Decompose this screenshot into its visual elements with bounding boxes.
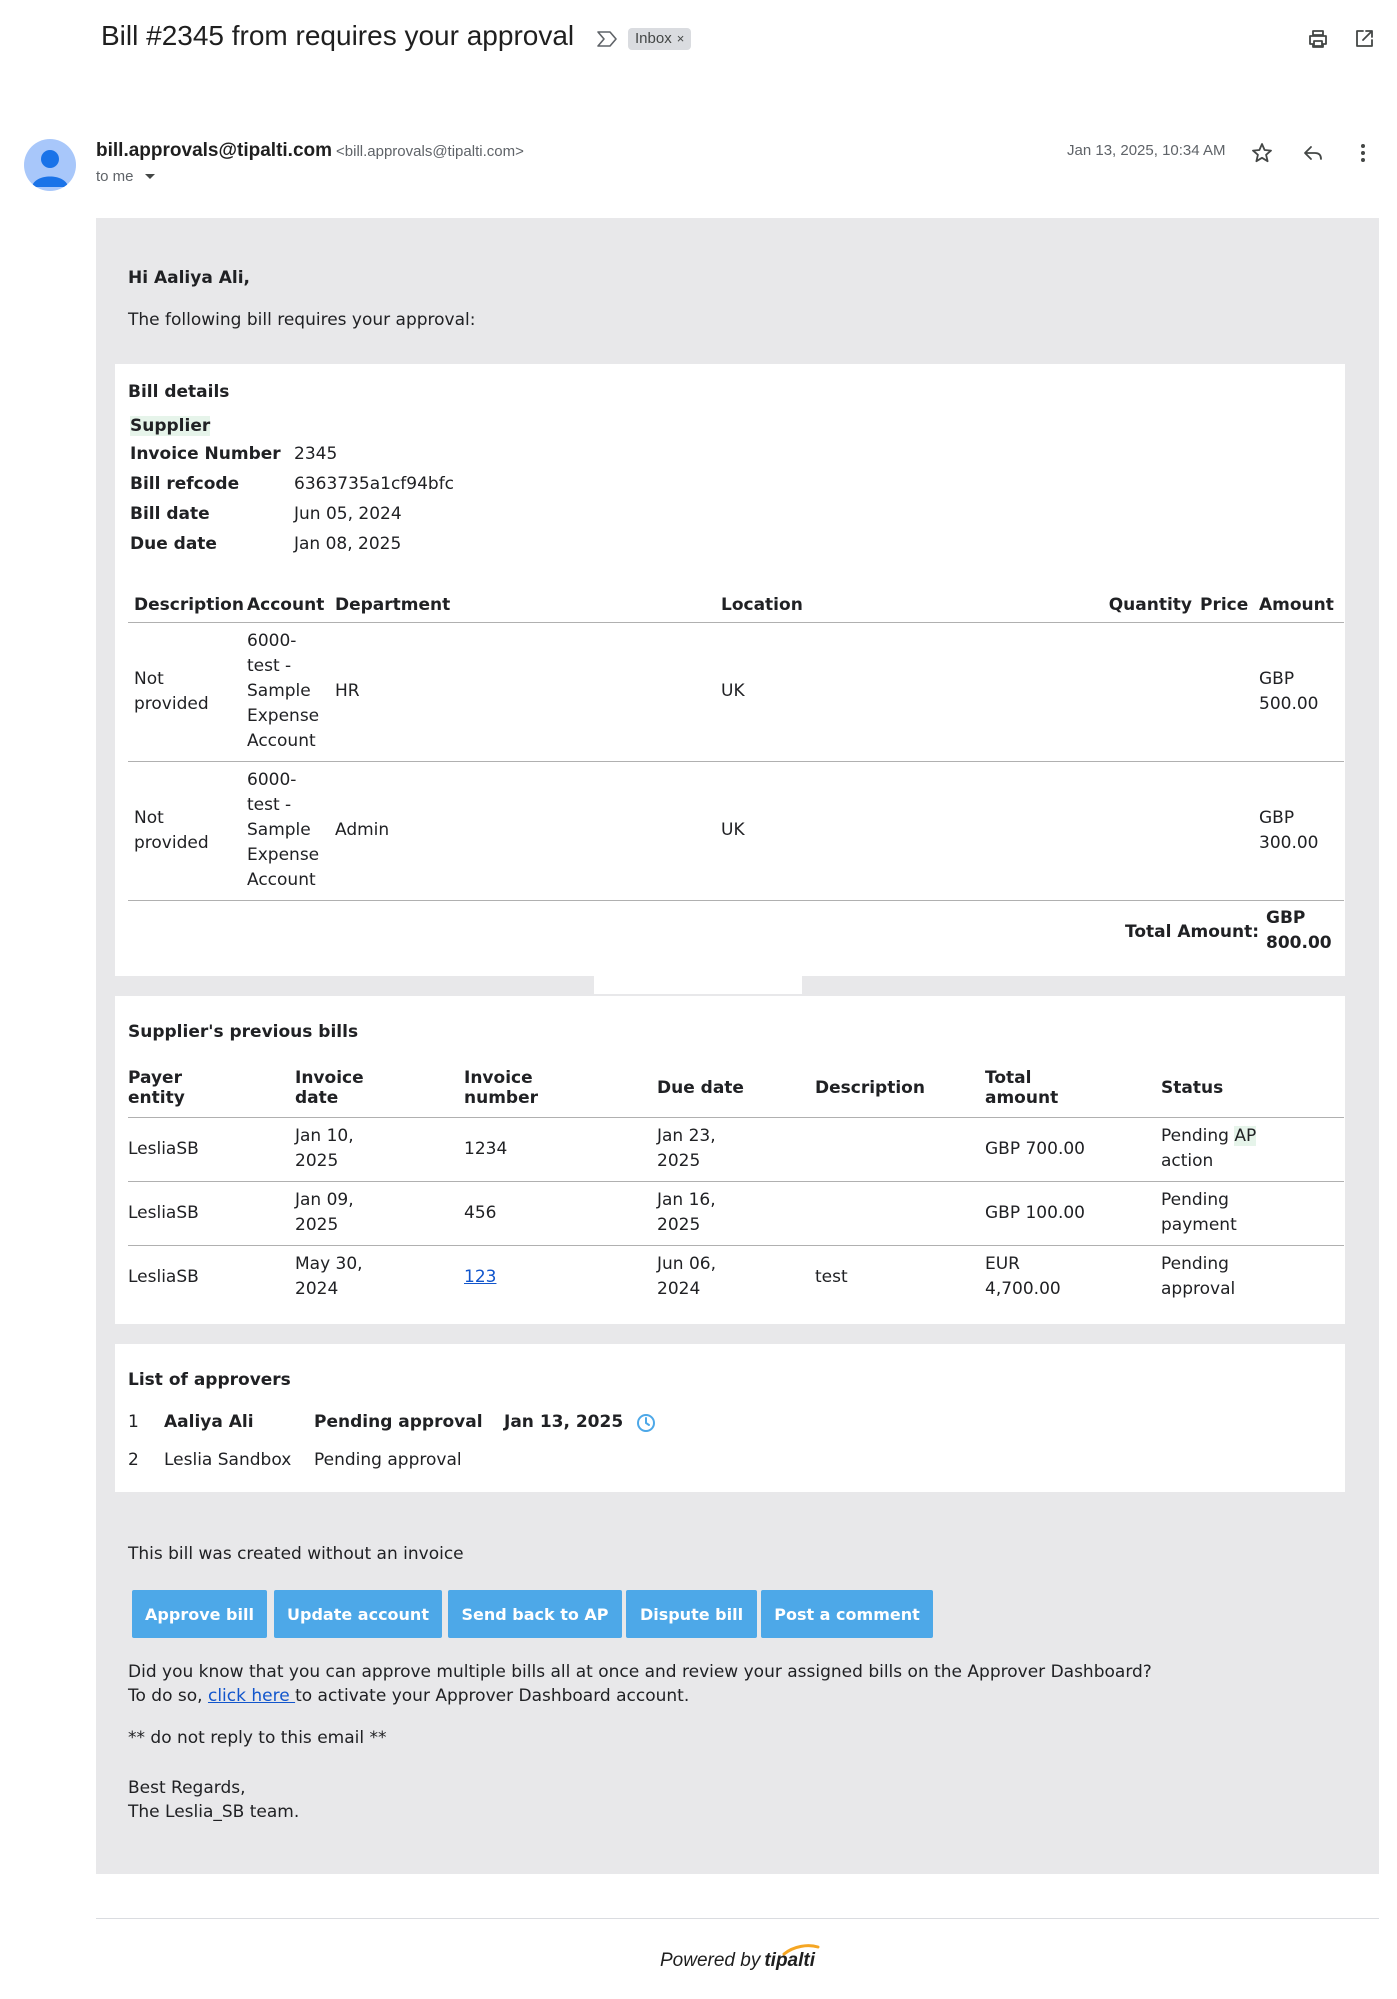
print-icon[interactable]: [1305, 26, 1331, 52]
caret-down-icon[interactable]: [144, 173, 156, 181]
table-row: [128, 1245, 1344, 1309]
star-icon[interactable]: [1249, 140, 1275, 166]
invoice-number-link[interactable]: 123: [464, 1266, 497, 1287]
total-cell: EUR 4,700.00: [985, 1254, 1061, 1300]
status-cell: Pending approval: [1161, 1254, 1236, 1300]
dashboard-note: Did you know that you can approve multiple bills all at once and review your assigned bills on the Approver Dashboard?: [128, 1662, 1152, 1682]
update-account-button[interactable]: Update account: [274, 1590, 442, 1638]
col-price: Price: [1200, 594, 1249, 615]
status-cell: Pending AP action: [1161, 1126, 1257, 1171]
due-date-cell: Jan 23, 2025: [657, 1126, 716, 1171]
tipalti-swoosh-icon: [782, 1944, 820, 1956]
col-due-date: Due date: [657, 1078, 744, 1099]
person-icon: [24, 139, 76, 191]
approver-date: Jan 13, 2025: [504, 1412, 624, 1432]
invoice-number-label: Invoice Number: [130, 444, 281, 464]
location-cell: UK: [721, 681, 745, 701]
bill-details-heading: Bill details: [128, 382, 230, 402]
table-row: [128, 1181, 1344, 1245]
dashboard-activate-line: To do so, click here to activate your Approver Dashboard account.: [128, 1686, 690, 1706]
open-in-new-icon[interactable]: [1351, 26, 1377, 52]
approver-status: Pending approval: [314, 1450, 462, 1470]
approver-name: Aaliya Ali: [164, 1412, 254, 1432]
approver-name: Leslia Sandbox: [164, 1450, 292, 1470]
col-total-amount: Total amount: [985, 1068, 1059, 1109]
clock-icon: [636, 1413, 656, 1433]
approver-index: 1: [128, 1412, 139, 1432]
quantity-cell: [1107, 622, 1200, 761]
inbox-chip-label: Inbox: [635, 30, 672, 47]
table-row: Not provided 6000- test - Sample Expense Account Admin UK GBP 300.00: [128, 761, 1344, 900]
price-cell: [1200, 622, 1259, 761]
line-items-header-row: [128, 588, 1344, 622]
previous-bills-heading: Supplier's previous bills: [128, 1022, 359, 1042]
recipient-details[interactable]: [96, 168, 156, 185]
powered-by-text: Powered by: [660, 1950, 761, 1971]
quantity-cell: [1107, 761, 1200, 900]
intro-text: The following bill requires your approval:: [128, 310, 476, 330]
powered-by: [660, 1950, 815, 1972]
click-here-link[interactable]: click here: [207, 1686, 296, 1706]
col-quantity: Quantity: [1108, 594, 1192, 615]
invoice-date-cell: Jan 10, 2025: [295, 1126, 354, 1171]
payer-cell: LesliaSB: [128, 1202, 199, 1223]
email-date: Jan 13, 2025, 10:34 AM: [1067, 142, 1226, 159]
approvers-card: [115, 1344, 1345, 1492]
more-vert-icon[interactable]: [1350, 140, 1376, 166]
dispute-bill-button[interactable]: Dispute bill: [626, 1590, 757, 1638]
inbox-label-chip[interactable]: [628, 28, 691, 50]
invoice-number-cell: 456: [464, 1202, 497, 1223]
col-description: Description: [815, 1078, 925, 1099]
department-cell: HR: [335, 681, 360, 701]
col-payer-entity: Payer entity: [128, 1068, 185, 1109]
invoice-date-cell: Jan 09, 2025: [295, 1190, 354, 1235]
email-body: [96, 218, 1379, 1874]
description-cell: Not: [134, 668, 164, 689]
greeting: Hi Aaliya Ali,: [128, 268, 250, 288]
line-items-table: [128, 588, 1344, 901]
description-cell: [815, 1181, 985, 1245]
bill-date-label: Bill date: [130, 504, 210, 524]
total-amount-label: Total Amount:: [1125, 922, 1260, 942]
payer-cell: LesliaSB: [128, 1266, 199, 1287]
total-amount-value: 800.00: [1266, 933, 1332, 953]
recipient-label: to me: [96, 168, 134, 185]
bill-details-card: [115, 364, 1345, 976]
due-date-value: Jan 08, 2025: [294, 534, 402, 554]
due-date-cell: Jun 06, 2024: [657, 1254, 717, 1300]
col-department: Department: [335, 594, 451, 615]
col-amount: Amount: [1259, 594, 1334, 615]
payer-cell: LesliaSB: [128, 1138, 199, 1159]
col-location: Location: [721, 594, 803, 615]
sender-name[interactable]: bill.approvals@tipalti.com: [96, 140, 333, 161]
bill-refcode-label: Bill refcode: [130, 474, 240, 494]
location-cell: UK: [721, 820, 745, 840]
approver-status: Pending approval: [314, 1412, 483, 1432]
invoice-number-value: 2345: [294, 444, 338, 464]
description-cell: test: [815, 1266, 848, 1287]
sender-line: [96, 140, 524, 162]
table-row: [128, 1117, 1344, 1181]
col-invoice-date: Invoice date: [295, 1068, 364, 1109]
amount-cell: GBP 300.00: [1259, 807, 1319, 853]
account-cell: 6000- test - Sample Expense Account: [247, 631, 320, 751]
total-cell: GBP 700.00: [985, 1138, 1085, 1159]
post-comment-button[interactable]: Post a comment: [761, 1590, 933, 1638]
supplier-label: Supplier: [130, 416, 211, 436]
approvers-heading: List of approvers: [128, 1370, 291, 1390]
total-amount-currency: GBP: [1266, 908, 1306, 928]
invoice-date-cell: May 30, 2024: [295, 1254, 363, 1300]
no-invoice-note: This bill was created without an invoice: [128, 1544, 464, 1564]
due-date-label: Due date: [130, 534, 217, 554]
send-back-to-ap-button[interactable]: Send back to AP: [448, 1590, 622, 1638]
approve-bill-button[interactable]: Approve bill: [132, 1590, 267, 1638]
price-cell: [1200, 761, 1259, 900]
footer-divider: [96, 1918, 1379, 1919]
total-cell: GBP 100.00: [985, 1202, 1085, 1223]
reply-icon[interactable]: [1300, 140, 1326, 166]
col-account: Account: [247, 594, 325, 615]
previous-bills-table: [128, 1060, 1344, 1309]
approver-index: 2: [128, 1450, 139, 1470]
previous-bills-header-row: [128, 1060, 1344, 1117]
description-cell: Not: [134, 807, 164, 828]
remove-label-icon[interactable]: ×: [676, 31, 685, 46]
label-icon[interactable]: [596, 30, 618, 48]
email-subject: Bill #2345 from requires your approval: [101, 20, 575, 51]
signoff-team: The Leslia_SB team.: [128, 1802, 300, 1822]
previous-bills-card: [115, 996, 1345, 1324]
col-description: Description: [134, 594, 244, 615]
bill-date-value: Jun 05, 2024: [294, 504, 402, 524]
no-reply-note: ** do not reply to this email **: [128, 1728, 387, 1748]
table-row: Not provided 6000- test - Sample Expense Account HR UK GBP 500.00: [128, 622, 1344, 761]
col-invoice-number: Invoice number: [464, 1068, 539, 1109]
description-cell: [815, 1117, 985, 1181]
bill-refcode-value: 6363735a1cf94bfc: [294, 474, 455, 494]
status-cell: Pending payment: [1161, 1190, 1237, 1235]
avatar[interactable]: [24, 139, 76, 191]
invoice-number-cell: [464, 1245, 657, 1309]
account-cell: 6000- test - Sample Expense Account: [247, 770, 320, 890]
tipalti-logo: tipalti: [764, 1950, 816, 1971]
signoff-regards: Best Regards,: [128, 1778, 246, 1798]
amount-cell: GBP 500.00: [1259, 668, 1319, 714]
due-date-cell: Jan 16, 2025: [657, 1190, 716, 1235]
invoice-number-cell: 1234: [464, 1138, 508, 1159]
department-cell: Admin: [335, 820, 390, 840]
sender-email: <bill.approvals@tipalti.com>: [336, 143, 524, 160]
card-connector: [594, 976, 802, 994]
col-status: Status: [1161, 1078, 1224, 1099]
